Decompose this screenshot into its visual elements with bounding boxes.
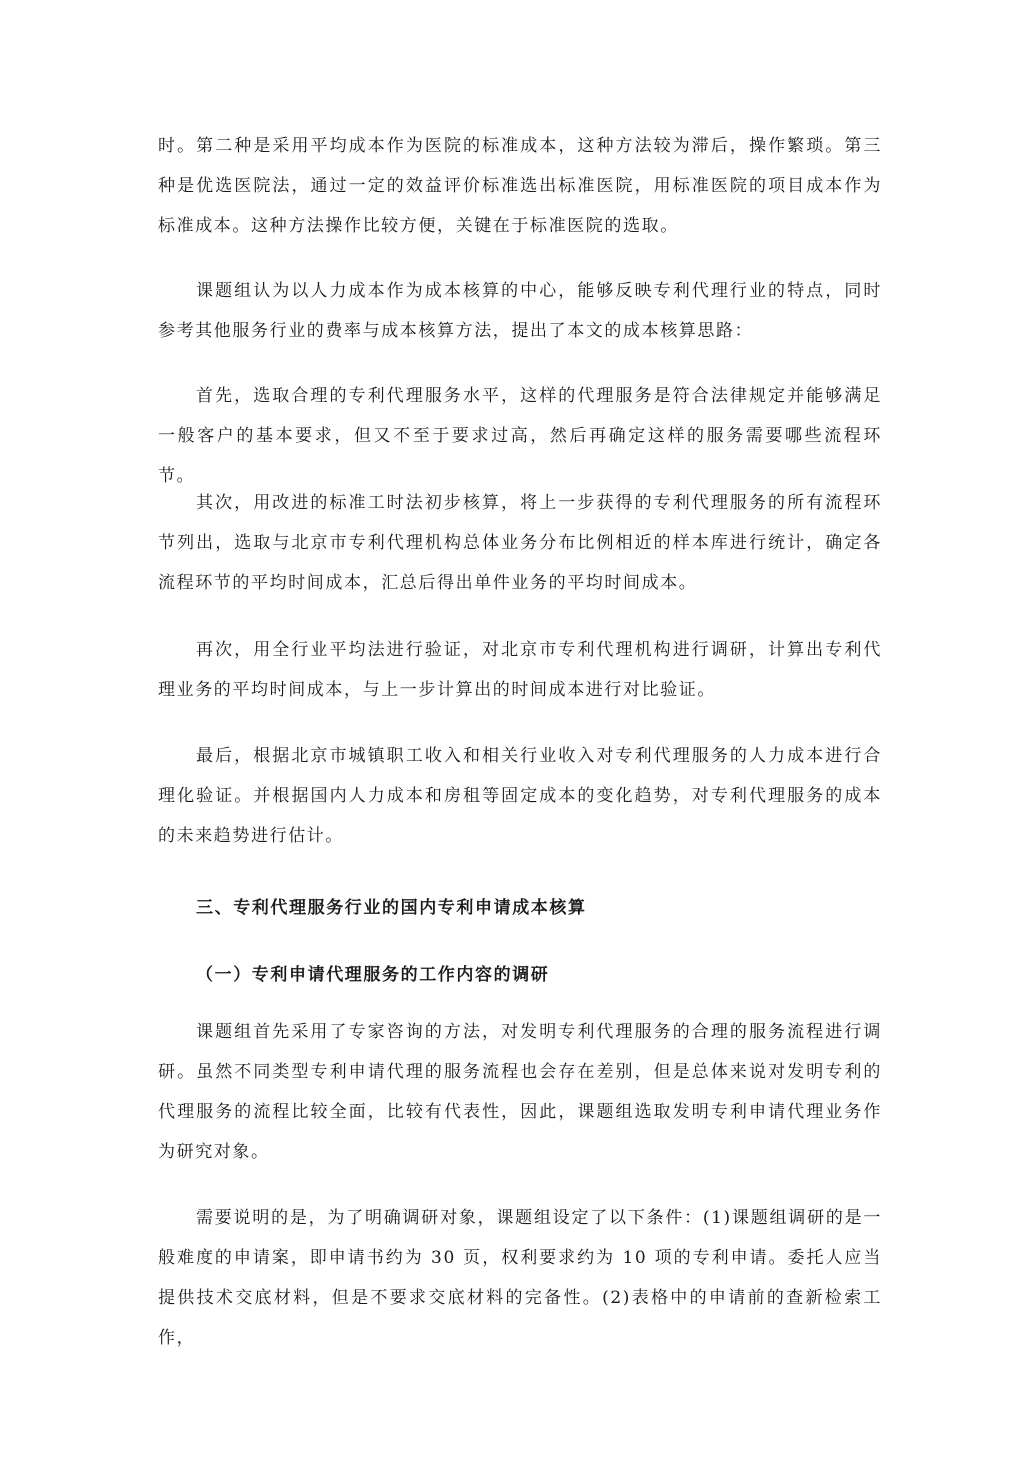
paragraph-expert-consultation: 课题组首先采用了专家咨询的方法，对发明专利代理服务的合理的服务流程进行调研。虽然不同类型专利申请代理的服务流程也会存在差别，但是总体来说对发明专利的代理服务的流程比较全面，比较有代表性，因此，课题组选取发明专利申请代理业务作为研究对象。: [158, 1022, 882, 1162]
subsection-heading: （一）专利申请代理服务的工作内容的调研: [196, 965, 550, 985]
paragraph-step-last: 最后，根据北京市城镇职工收入和相关行业收入对专利代理服务的人力成本进行合理化验证。并根据国内人力成本和房租等固定成本的变化趋势，对专利代理服务的成本的未来趋势进行估计。: [158, 746, 882, 846]
paragraph-conditions: 需要说明的是，为了明确调研对象，课题组设定了以下条件：(1)课题组调研的是一般难度的申请案，即申请书约为 30 页，权利要求约为 10 项的专利申请。委托人应当提供技术交底材料，但是不要求交底材料的完备性。(2)表格中的申请前的查新检索工作，: [158, 1208, 882, 1348]
paragraph-research-approach: 课题组认为以人力成本作为成本核算的中心，能够反映专利代理行业的特点，同时参考其他服务行业的费率与成本核算方法，提出了本文的成本核算思路：: [158, 281, 882, 341]
paragraph-step-second: 其次，用改进的标准工时法初步核算，将上一步获得的专利代理服务的所有流程环节列出，选取与北京市专利代理机构总体业务分布比例相近的样本库进行统计，确定各流程环节的平均时间成本，汇总后得出单件业务的平均时间成本。: [158, 493, 882, 593]
section-heading: 三、专利代理服务行业的国内专利申请成本核算: [196, 898, 587, 918]
paragraph-step-third: 再次，用全行业平均法进行验证，对北京市专利代理机构进行调研，计算出专利代理业务的平均时间成本，与上一步计算出的时间成本进行对比验证。: [158, 640, 882, 700]
paragraph-step-first: 首先，选取合理的专利代理服务水平，这样的代理服务是符合法律规定并能够满足一般客户的基本要求，但又不至于要求过高，然后再确定这样的服务需要哪些流程环节。: [158, 386, 882, 486]
paragraph-standard-cost-methods: 时。第二种是采用平均成本作为医院的标准成本，这种方法较为滞后，操作繁琐。第三种是优选医院法，通过一定的效益评价标准选出标准医院，用标准医院的项目成本作为标准成本。这种方法操作比较方便，关键在于标准医院的选取。: [158, 136, 882, 236]
